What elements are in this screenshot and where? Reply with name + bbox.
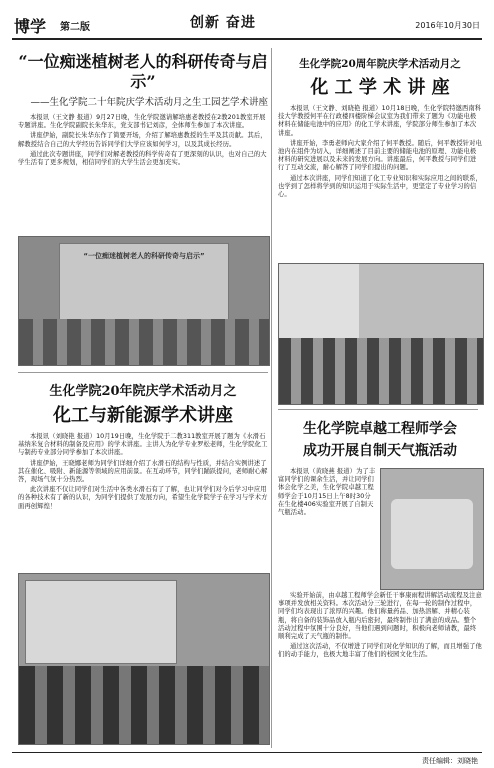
story-4-headline-line1: 生化学院卓越工程师学会 bbox=[303, 421, 457, 437]
story-3-headline-line2: 化 工 学 术 讲 座 bbox=[310, 77, 450, 98]
story-4 bbox=[278, 418, 482, 460]
story-4-paragraph: 本报讯（黄晓燕 报道）为了丰富同学们的课余生活，并让同学们体会化学之美，生化学院卓越工程师学会于10月15日上午8时30分在生化楼406实验室开展了自制天气瓶活动。 bbox=[278, 468, 376, 517]
story-4-photo bbox=[380, 468, 484, 590]
story-1-headline: “一位痴迷植树老人的科研传奇与启示” bbox=[18, 52, 268, 91]
story-3-paragraph: 通过本次讲座，同学们知道了化工专业知识和实际应用之间的联系，也学到了怎样将学到的知识运用于实际生活中，更坚定了专业学习的信心。 bbox=[278, 174, 482, 199]
footer-rule bbox=[12, 752, 482, 753]
story-2-photo bbox=[18, 573, 270, 745]
column-divider bbox=[271, 48, 272, 748]
story-2-paragraph: 讲座伊始，王晓娜老师为同学们详细介绍了水滑石的结构与性质，并结合实例讲述了其在催化、吸附、新能源等领域的应用前景。在互动环节，同学们踊跃提问，老师耐心解答，现场气氛十分热烈。 bbox=[18, 459, 268, 484]
story-1-paragraph: 通过此次专题讲座，同学们对解老教授的科学传奇有了更深刻的认识，也对自己的大学生活有了更多规划，相信同学们的大学生活会更加充实。 bbox=[18, 150, 267, 167]
editor-credit: 责任编辑：刘晓艳 bbox=[422, 757, 478, 765]
story-3-paragraph: 讲座开始，李勇老师向大家介绍了何平教授。随后，何平教授针对电池内在组件为切入，详细阐述了目前主要的储能电池的原理、功能电极材料的研究进展以及未来的发展方向。讲座最后，何平教授与同学们进行了互动交流，耐心解答了同学们提出的问题。 bbox=[278, 139, 482, 172]
slide-text: “一位痴迷植树老人的科研传奇与启示” bbox=[83, 252, 205, 260]
story-3-paragraph: 本报讯（王文静、刘晓艳 报道）10月18日晚，生化学院特邀西南科技大学教授何平在行政楼四楼阶梯会议室为我们带来了题为《功能电极材料在储能电池中的应用》的化工学术讲座，学院部分师生参加了本次讲座。 bbox=[278, 105, 482, 137]
projector-screen bbox=[59, 243, 229, 321]
issue-date: 2016年10月30日 bbox=[415, 21, 480, 30]
story-2-paragraph: 本报讯（刘晓艳 报道）10月19日晚，生化学院于二教311教室开展了题为《水滑石基纳米复合材料的制备及应用》的学术讲座。主讲人为化学专业罗松老师，生化学院化工与制药专业部分同学参加了本次讲座。 bbox=[18, 433, 268, 457]
projector-screen bbox=[25, 580, 177, 664]
story-1-paragraph: 讲座伊始，副院长朱华东作了简要开场，介绍了解培惠教授的生平及其贡献。其后，解教授结合自己的大学经历告诉同学们大学应该如何学习，以及其成长经历。 bbox=[18, 132, 267, 148]
audience bbox=[19, 666, 269, 744]
masthead bbox=[0, 0, 494, 44]
audience bbox=[19, 319, 269, 365]
story-1-body bbox=[18, 114, 268, 167]
masthead-rule bbox=[12, 38, 482, 40]
story-3-headline-line1: 生化学院20周年院庆学术活动月之 bbox=[299, 58, 461, 70]
story-2 bbox=[18, 380, 268, 513]
story-4-body-left bbox=[278, 468, 376, 519]
story-4-paragraph: 通过这次活动，不仅增进了同学们对化学知识的了解，而且增强了他们的动手能力，也极大地丰富了他们的校园文化生活。 bbox=[278, 643, 482, 659]
story-2-paragraph: 此次讲座不仅让同学们对生活中各类水滑石有了了解，也让同学们对今后学习中应用的各种技术有了新的认识，为同学们提供了发展方向，希望生化学院学子在学习与学术方面再创辉煌！ bbox=[18, 486, 268, 510]
left-section-divider bbox=[18, 372, 268, 373]
story-4-headline-line2: 成功开展自制天气瓶活动 bbox=[303, 443, 457, 459]
story-2-headline-line1: 生化学院20年院庆学术活动月之 bbox=[49, 384, 237, 399]
story-1-paragraph: 本报讯（王文静 报道）9月27日晚，生化学院邀请解培惠老教授在2教201教室开展专题讲座。生化学院副院长朱华东，党支部书记刘彦，全体师生参加了本次讲座。 bbox=[18, 114, 266, 130]
story-1-subhead: ——生化学院二十年院庆学术活动月之生工园艺学术讲座 bbox=[30, 97, 268, 108]
edition-label: 第二版 bbox=[60, 22, 90, 33]
audience bbox=[279, 338, 483, 404]
story-2-body bbox=[18, 433, 268, 511]
brand-logo: 博学 bbox=[14, 17, 47, 36]
story-3 bbox=[278, 56, 482, 201]
story-3-photo bbox=[278, 263, 484, 405]
story-3-body bbox=[278, 105, 482, 199]
story-1-photo bbox=[18, 236, 270, 366]
page-title: 创新 奋进 bbox=[190, 15, 256, 31]
story-4-paragraph: 实验开始前，由卓越工程师学会新任干事康雨程讲解活动流程及注意事项并发放相关资料。本次活动分三轮进行，在每一轮的制作过程中，同学们均表现出了浓厚的兴趣。他们称量药品、加热溶解、并精心装瓶，将自备的装饰品放入瓶内后密封，最终制作出了满意的成品。整个活动过程中氛围十分良好，当他们遇到问题时，积极向老师请教，最终顺利完成了天气瓶的制作。 bbox=[278, 592, 482, 641]
story-2-headline-line2: 化工与新能源学术讲座 bbox=[53, 405, 233, 426]
story-1 bbox=[18, 52, 268, 169]
right-section-divider bbox=[278, 409, 478, 410]
lab-bench bbox=[391, 499, 473, 569]
story-4-body-bottom bbox=[278, 592, 482, 662]
